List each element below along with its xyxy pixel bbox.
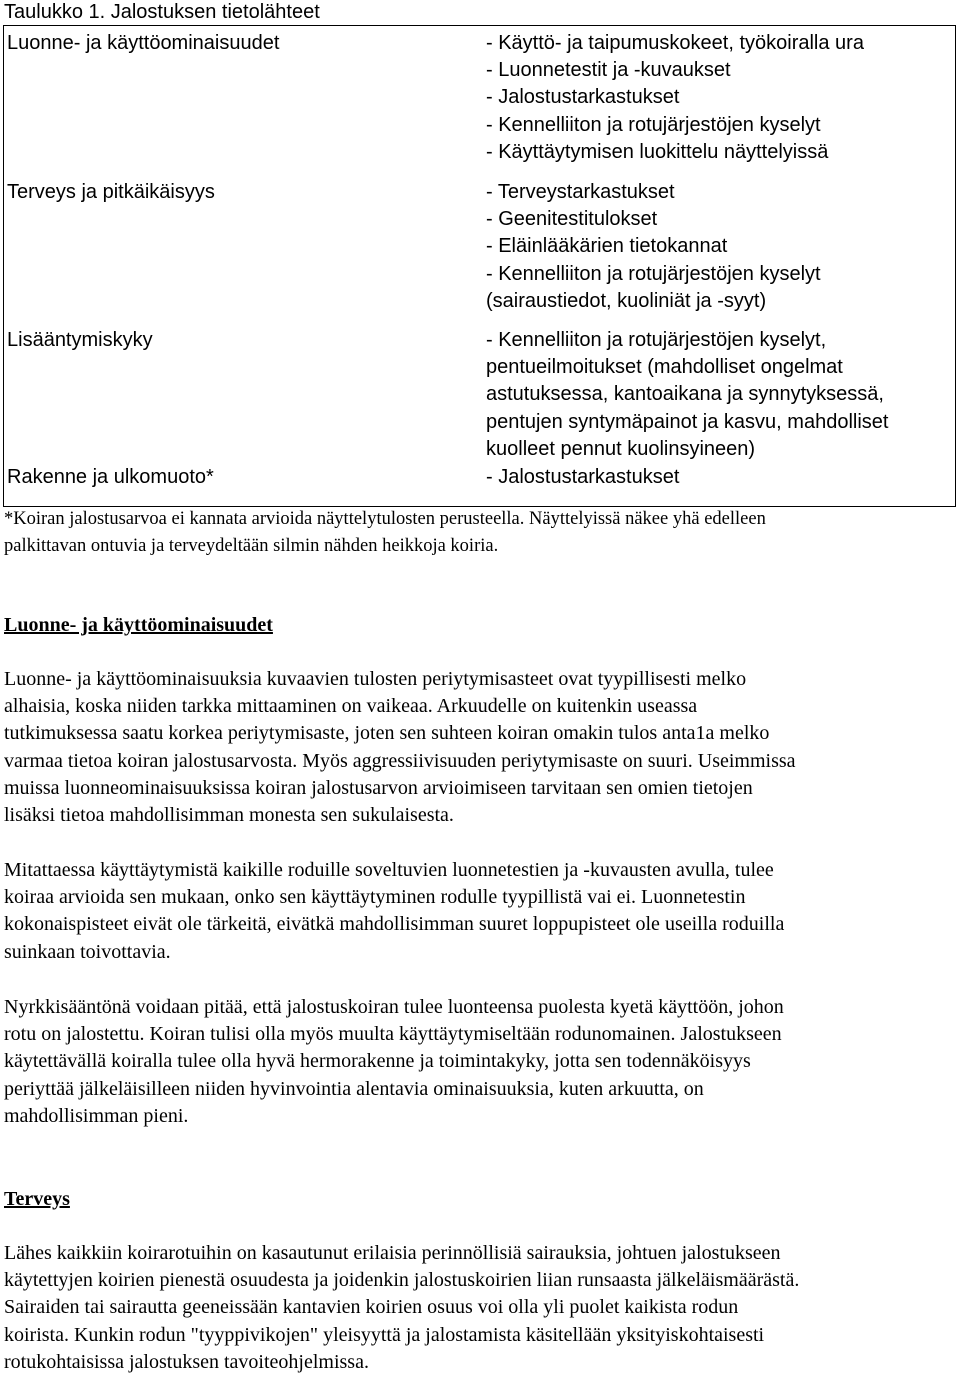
source-line: - Jalostustarkastukset <box>486 86 680 109</box>
table-sources <box>486 460 955 506</box>
table-sources <box>486 26 955 175</box>
paragraph-line: Nyrkkisääntönä voidaan pitää, että jalostuskoiran tulee luonteensa puolesta kyetä käyttöön, johon <box>4 996 784 1018</box>
source-line: - Kennelliiton ja rotujärjestöjen kyselyt, <box>486 329 827 351</box>
table-row <box>4 460 955 506</box>
paragraph <box>4 1240 954 1376</box>
source-line: kuolleet pennut kuolinsyineen) <box>486 437 756 460</box>
section-heading-terveys: Terveys <box>4 1188 70 1210</box>
table-category: Terveys ja pitkäikäisyys <box>7 181 215 203</box>
paragraph <box>4 857 954 966</box>
paragraph <box>4 994 954 1130</box>
paragraph-line: koiraa arvioida sen mukaan, onko sen käyttäytyminen rodulle tyypillistä vai ei. Luonnetestin <box>4 886 746 909</box>
table-sources <box>486 175 955 323</box>
source-line: - Kennelliiton ja rotujärjestöjen kyselyt <box>486 262 821 285</box>
paragraph-line: rotukohtaisissa jalostuksen tavoiteohjelmissa. <box>4 1350 369 1373</box>
paragraph-line: käytettävällä koiralla tulee olla hyvä hermorakenne ja toimintakyky, jotta sen todennäköisyys <box>4 1050 751 1073</box>
table-caption: Taulukko 1. Jalostuksen tietolähteet <box>4 1 320 23</box>
paragraph-line: suinkaan toivottavia. <box>4 940 171 963</box>
paragraph-line: rotu on jalostettu. Koiran tulisi olla myös muulta käyttäytymiseltään rodunomainen. Jalostukseen <box>4 1023 782 1046</box>
paragraph-line: Sairaiden tai sairautta geeneissään kantavien koirien osuus voi olla yli puolet kaikista rodun <box>4 1296 739 1319</box>
paragraph-line: mahdollisimman pieni. <box>4 1104 189 1127</box>
table-category: Rakenne ja ulkomuoto* <box>7 466 214 488</box>
paragraph-line: koirista. Kunkin rodun "tyyppivikojen" yleisyyttä ja jalostamista käsitellään yksityiskohtaisesti <box>4 1323 765 1346</box>
paragraph-line: periyttää jälkeläisilleen niiden hyvinvointia alentavia ominaisuuksia, kuten arkuutta, on <box>4 1077 704 1100</box>
footnote-line: palkittavan ontuvia ja terveydeltään silmin nähden heikkoja koiria. <box>4 536 499 556</box>
source-line: - Terveystarkastukset <box>486 181 675 203</box>
source-table <box>3 25 956 507</box>
source-line: pentueilmoitukset (mahdolliset ongelmat <box>486 356 843 379</box>
source-line: pentujen syntymäpainot ja kasvu, mahdolliset <box>486 410 889 433</box>
paragraph-line: Lähes kaikkiin koirarotuihin on kasautunut erilaisia perinnöllisiä sairauksia, johtuen jalostukseen <box>4 1242 781 1264</box>
table-row <box>4 175 955 323</box>
paragraph-line: käytettyjen koirien pienestä osuudesta ja joidenkin jalostuskoirien liian runsaasta jälkeläismäärästä. <box>4 1269 800 1292</box>
source-line: astutuksessa, kantoaikana ja synnytyksessä, <box>486 383 884 406</box>
table-category: Luonne- ja käyttöominaisuudet <box>7 32 280 54</box>
footnote-line: *Koiran jalostusarvoa ei kannata arvioida näyttelytulosten perusteella. Näyttelyissä näkee yhä edelleen <box>4 509 766 529</box>
source-line: - Käyttäytymisen luokittelu näyttelyissä <box>486 140 829 163</box>
paragraph-line: kokonaispisteet eivät ole tärkeitä, eivätkä mahdollisimman suuret loppupisteet ole useilla roduilla <box>4 913 785 936</box>
table-category: Lisääntymiskyky <box>7 329 153 351</box>
source-line: - Geenitestitulokset <box>486 208 658 231</box>
paragraph-line: varmaa tietoa koiran jalostusarvosta. Myös aggressiivisuuden periytymisaste on suuri. Useimmissa <box>4 749 796 772</box>
source-line: - Eläinlääkärien tietokannat <box>486 235 728 258</box>
table-sources <box>486 323 955 460</box>
paragraph <box>4 666 954 829</box>
source-line: - Kennelliiton ja rotujärjestöjen kyselyt <box>486 113 821 136</box>
source-line: - Luonnetestit ja -kuvaukset <box>486 59 731 82</box>
source-line: (sairaustiedot, kuoliniät ja -syyt) <box>486 289 767 312</box>
source-line: - Käyttö- ja taipumuskokeet, työkoiralla ura <box>486 32 864 54</box>
paragraph-line: Mitattaessa käyttäytymistä kaikille roduille soveltuvien luonnetestien ja -kuvausten avulla, tulee <box>4 859 774 881</box>
paragraph-line: Luonne- ja käyttöominaisuuksia kuvaavien tulosten periytymisasteet ovat tyypillisesti melko <box>4 668 747 690</box>
table-row <box>4 26 955 175</box>
paragraph-line: lisäksi tietoa mahdollisimman monesta sen sukulaisesta. <box>4 804 454 827</box>
section-heading-luonne: Luonne- ja käyttöominaisuudet <box>4 614 273 636</box>
table-row <box>4 323 955 460</box>
paragraph-line: muissa luonneominaisuuksissa koiran jalostusarvon arvioimiseen tarvitaan sen omien tietojen <box>4 776 753 799</box>
source-line: - Jalostustarkastukset <box>486 466 680 488</box>
paragraph-line: alhaisia, koska niiden tarkka mittaaminen on vaikeaa. Arkuudelle on kuitenkin useassa <box>4 695 698 718</box>
paragraph-line: tutkimuksessa saatu korkea periytymisaste, joten sen suhteen koiran omakin tulos anta1a melko <box>4 722 770 745</box>
table-footnote <box>4 506 944 560</box>
